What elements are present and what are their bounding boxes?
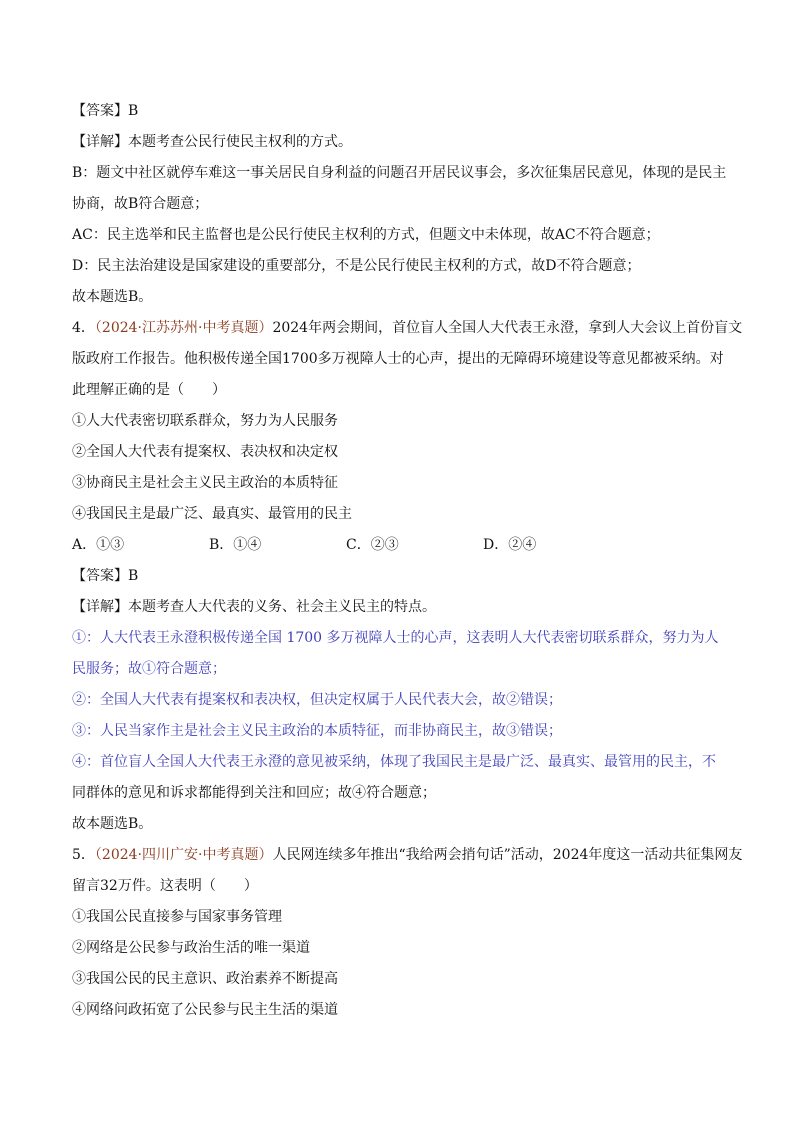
explanation-line: B：题文中社区就停车难这一事关居民自身利益的问题召开居民议事会，多次征集居民意见，体现的是民主	[72, 165, 727, 181]
option-b: B．①④	[209, 537, 262, 553]
document-page	[72, 96, 743, 1026]
question-number: 5．	[72, 847, 95, 863]
answer-label: 【答案】B	[72, 103, 139, 119]
question-text-line: 此理解正确的是（ ）	[72, 382, 226, 398]
explanation-line: 【详解】本题考查公民行使民主权利的方式。	[72, 134, 352, 150]
conclusion-line: 故本题选B。	[72, 289, 153, 305]
explanation-line: 【详解】本题考查人大代表的义务、社会主义民主的特点。	[72, 599, 436, 615]
statement-item: ③协商民主是社会主义民主政治的本质特征	[72, 475, 338, 491]
question-text: 人民网连续多年推出“我给两会捎句话”活动，2024年度这一活动共征集网友	[272, 847, 743, 863]
option-a: A．①③	[72, 537, 125, 553]
statement-item: ③我国公民的民主意识、政治素养不断提高	[72, 971, 338, 987]
question-text: 2024年两会期间，首位盲人全国人大代表王永澄，拿到人大会议上首份盲文	[272, 320, 743, 336]
analysis-line: ①：人大代表王永澄积极传递全国 1700 多万视障人士的心声，这表明人大代表密切联系群众，努力为人	[72, 630, 719, 646]
question-text-line: 留言32万件。这表明（ ）	[72, 878, 258, 894]
question-4-stem	[72, 313, 743, 344]
analysis-line: 同群体的意见和诉求都能得到关注和回应；故④符合题意；	[72, 785, 436, 801]
analysis-line: ③：人民当家作主是社会主义民主政治的本质特征，而非协商民主，故③错误；	[72, 723, 562, 739]
statement-item: ②全国人大代表有提案权、表决权和决定权	[72, 444, 338, 460]
answer-options	[72, 530, 724, 561]
statement-item: ②网络是公民参与政治生活的唯一渠道	[72, 940, 310, 956]
question-5-stem	[72, 840, 743, 871]
analysis-line: 民服务；故①符合题意；	[72, 661, 226, 677]
analysis-line: ②：全国人大代表有提案权和表决权，但决定权属于人民代表大会，故②错误；	[72, 692, 562, 708]
statement-item: ④我国民主是最广泛、最真实、最管用的民主	[72, 506, 352, 522]
conclusion-line: 故本题选B。	[72, 816, 153, 832]
question-source: （2024·江苏苏州·中考真题）	[94, 320, 273, 336]
explanation-line: D：民主法治建设是国家建设的重要部分，不是公民行使民主权利的方式，故D不符合题意；	[72, 258, 641, 274]
answer-label: 【答案】B	[72, 568, 139, 584]
statement-item: ①我国公民直接参与国家事务管理	[72, 909, 282, 925]
explanation-line: AC：民主选举和民主监督也是公民行使民主权利的方式，但题文中未体现，故AC不符合题意；	[72, 227, 660, 243]
explanation-line: 协商，故B符合题意；	[72, 196, 209, 212]
statement-item: ④网络问政拓宽了公民参与民主生活的渠道	[72, 1002, 338, 1018]
option-d: D．②④	[483, 537, 537, 553]
statement-item: ①人大代表密切联系群众，努力为人民服务	[72, 413, 338, 429]
analysis-line: ④：首位盲人全国人大代表王永澄的意见被采纳，体现了我国民主是最广泛、最真实、最管用的民主，不	[72, 754, 716, 770]
question-source: （2024·四川广安·中考真题）	[94, 847, 273, 863]
question-text-line: 版政府工作报告。他积极传递全国1700多万视障人士的心声，提出的无障碍环境建设等意见都被采纳。对	[72, 351, 724, 367]
question-number: 4．	[72, 320, 95, 336]
option-c: C．②③	[346, 537, 399, 553]
